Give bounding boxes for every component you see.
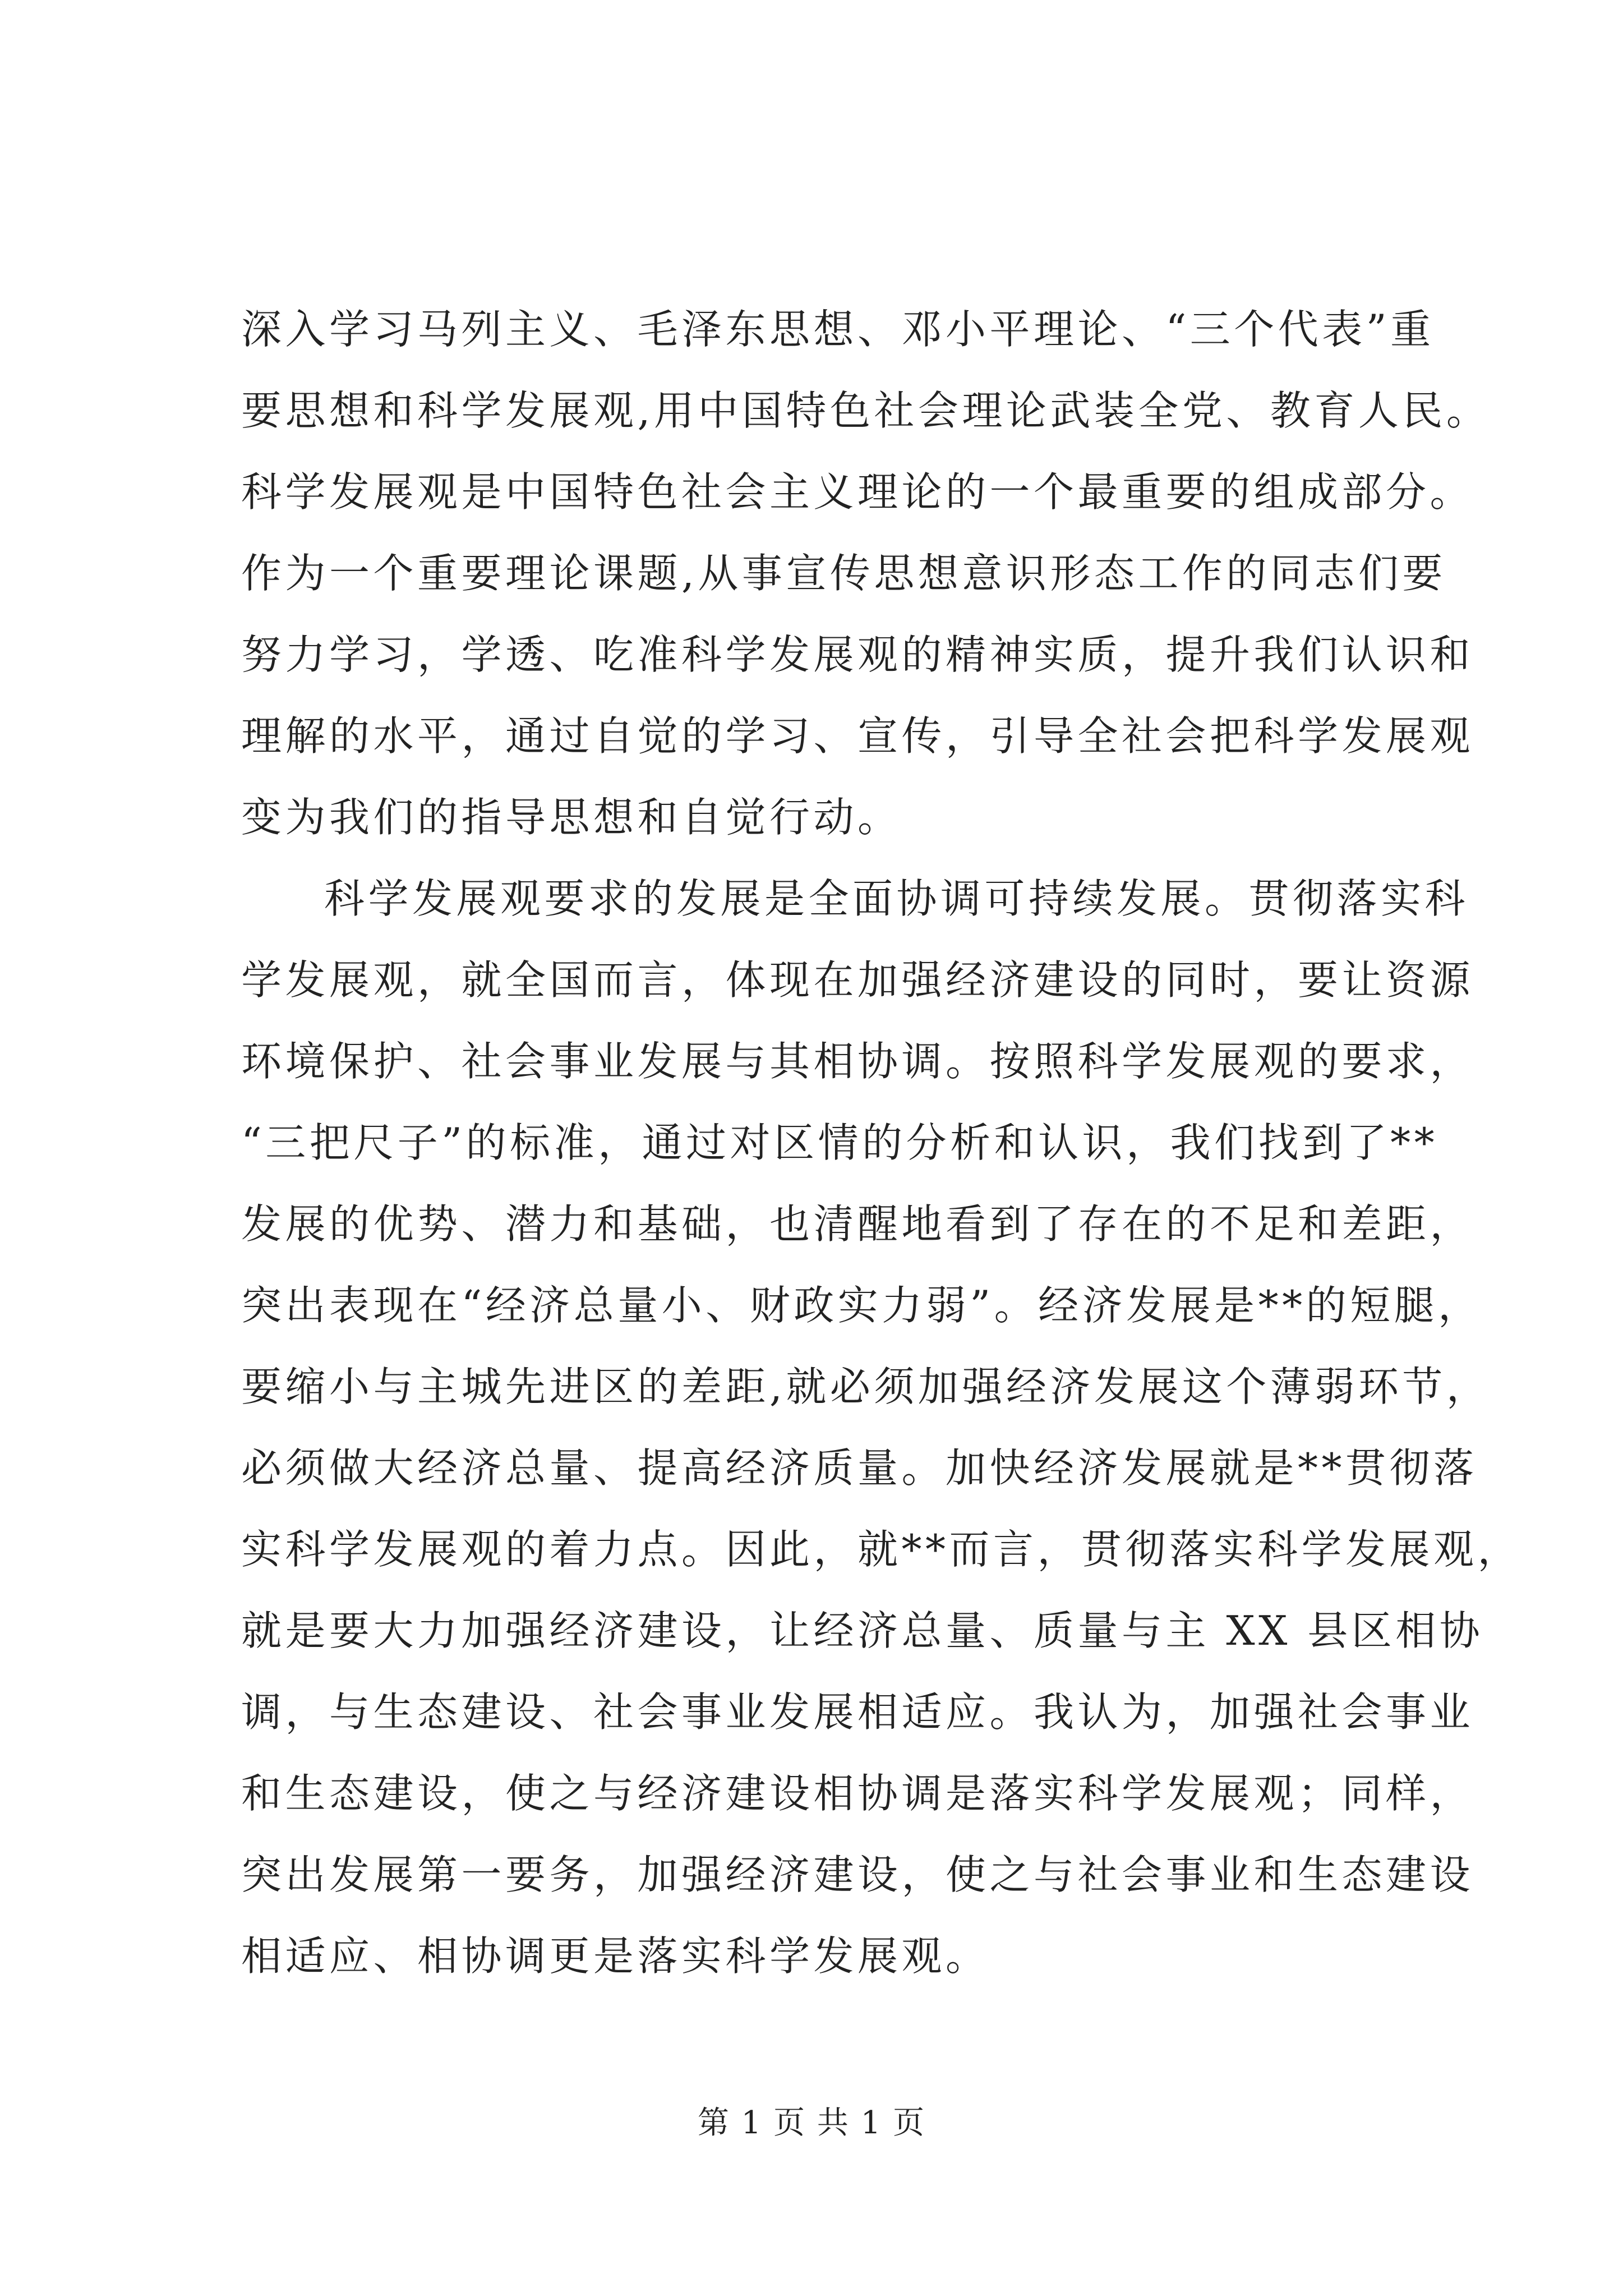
- text-line: 要缩小与主城先进区的差距,就必须加强经济发展这个薄弱环节，: [241, 1363, 1491, 1410]
- text-line: 和生态建设，使之与经济建设相协调是落实科学发展观；同样，: [241, 1770, 1474, 1817]
- text-line: 发展的优势、潜力和基础，也清醒地看到了存在的不足和差距，: [241, 1200, 1474, 1248]
- paragraph-1: [241, 289, 1491, 858]
- text-line: 科学发展观是中国特色社会主义理论的一个最重要的组成部分。: [241, 468, 1474, 516]
- text-line: 理解的水平，通过自觉的学习、宣传，引导全社会把科学发展观: [241, 712, 1474, 760]
- text-line: 就是要大力加强经济建设，让经济总量、质量与主 XX 县区相协: [241, 1607, 1484, 1654]
- text-line: 努力学习，学透、吃准科学发展观的精神实质，提升我们认识和: [241, 631, 1474, 678]
- page-number-footer: 第 1 页 共 1 页: [697, 2105, 926, 2141]
- text-line: 必须做大经济总量、提高经济质量。加快经济发展就是**贯彻落: [241, 1444, 1478, 1492]
- text-line: 突出表现在“经济总量小、财政实力弱”。经济发展是**的短腿，: [241, 1282, 1482, 1329]
- text-line: 作为一个重要理论课题,从事宣传思想意识形态工作的同志们要: [241, 550, 1446, 597]
- text-line: 要思想和科学发展观,用中国特色社会理论武装全党、教育人民。: [241, 387, 1491, 434]
- document-body: [241, 289, 1522, 1997]
- text-line: 调，与生态建设、社会事业发展相适应。我认为，加强社会事业: [241, 1688, 1474, 1736]
- text-line: 突出发展第一要务，加强经济建设，使之与社会事业和生态建设: [241, 1851, 1474, 1898]
- paragraph-2: [241, 858, 1522, 1997]
- text-line: 实科学发展观的着力点。因此，就**而言，贯彻落实科学发展观，: [241, 1526, 1522, 1573]
- text-line: 学发展观，就全国而言，体现在加强经济建设的同时，要让资源: [241, 956, 1474, 1004]
- text-line: 相适应、相协调更是落实科学发展观。: [241, 1932, 990, 1980]
- text-line: 变为我们的指导思想和自觉行动。: [241, 794, 902, 841]
- text-line: 科学发展观要求的发展是全面协调可持续发展。贯彻落实科: [324, 875, 1469, 922]
- text-line: “三把尺子”的标准，通过对区情的分析和认识，我们找到了**: [241, 1119, 1438, 1166]
- text-line: 深入学习马列主义、毛泽东思想、邓小平理论、“三个代表”重: [241, 306, 1435, 353]
- text-line: 环境保护、社会事业发展与其相协调。按照科学发展观的要求，: [241, 1038, 1474, 1085]
